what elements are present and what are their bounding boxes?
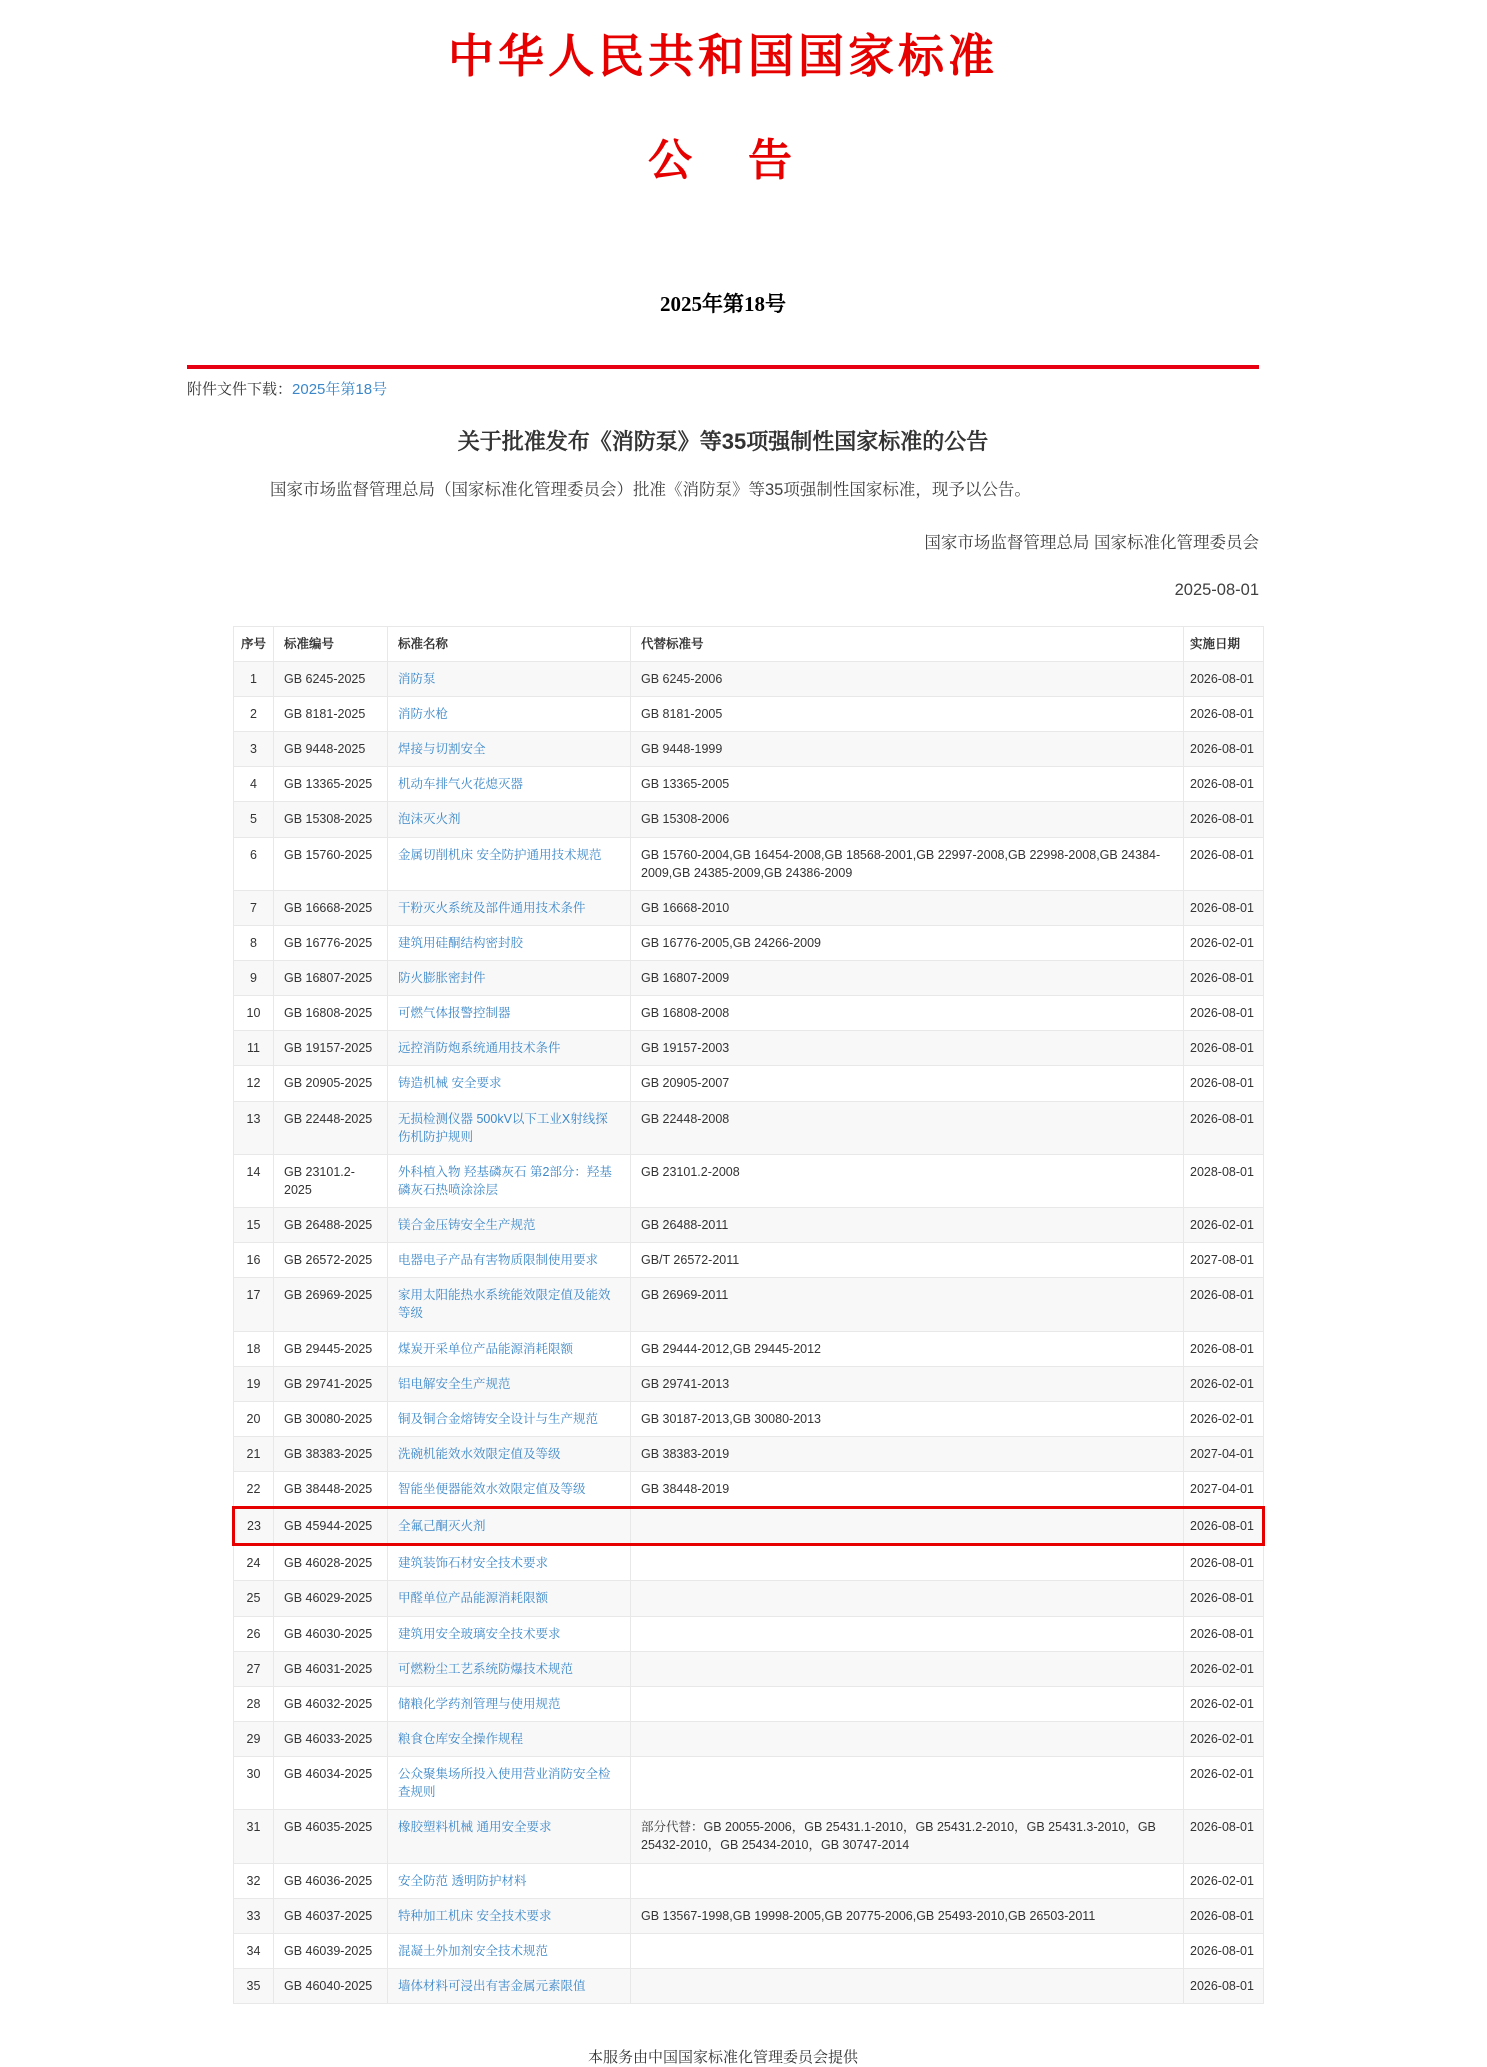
cell-replaced-standards: GB 16808-2008 [631, 996, 1184, 1031]
standard-name-link[interactable]: 远控消防炮系统通用技术条件 [398, 1041, 561, 1056]
cell-standard-name [388, 837, 631, 890]
standard-name-link[interactable]: 公众聚集场所投入使用营业消防安全检查规则 [398, 1767, 611, 1800]
cell-standard-name [388, 1366, 631, 1401]
cell-replaced-standards: GB 26488-2011 [631, 1208, 1184, 1243]
cell-implementation-date: 2026-08-01 [1184, 1066, 1264, 1101]
standards-table [232, 626, 1265, 2004]
cell-row-number: 21 [234, 1436, 274, 1471]
table-row [234, 1721, 1264, 1756]
cell-standard-code: GB 46037-2025 [274, 1898, 388, 1933]
standard-name-link[interactable]: 橡胶塑料机械 通用安全要求 [398, 1820, 552, 1835]
cell-standard-code: GB 29445-2025 [274, 1331, 388, 1366]
standard-name-link[interactable]: 储粮化学药剂管理与使用规范 [398, 1696, 561, 1711]
cell-standard-code: GB 46039-2025 [274, 1933, 388, 1968]
table-row [234, 1208, 1264, 1243]
cell-replaced-standards: GB 38383-2019 [631, 1436, 1184, 1471]
cell-implementation-date: 2026-08-01 [1184, 890, 1264, 925]
attachment-label: 附件文件下载： [187, 381, 293, 398]
cell-row-number: 14 [234, 1154, 274, 1207]
red-divider [187, 365, 1259, 369]
standard-name-link[interactable]: 镁合金压铸安全生产规范 [398, 1218, 536, 1232]
cell-standard-name [388, 1545, 631, 1581]
cell-row-number: 20 [234, 1401, 274, 1436]
cell-implementation-date: 2027-08-01 [1184, 1243, 1264, 1278]
cell-implementation-date: 2026-08-01 [1184, 1545, 1264, 1581]
cell-standard-name [388, 767, 631, 802]
cell-implementation-date: 2026-08-01 [1184, 961, 1264, 996]
cell-standard-name [388, 890, 631, 925]
cell-replaced-standards: GB 20905-2007 [631, 1066, 1184, 1101]
cell-replaced-standards: GB 30187-2013,GB 30080-2013 [631, 1401, 1184, 1436]
standard-name-link[interactable]: 防火膨胀密封件 [398, 971, 486, 985]
cell-implementation-date: 2026-08-01 [1184, 802, 1264, 837]
cell-replaced-standards: GB 29444-2012,GB 29445-2012 [631, 1331, 1184, 1366]
cell-replaced-standards: GB 8181-2005 [631, 697, 1184, 732]
table-row [234, 1331, 1264, 1366]
standard-name-link[interactable]: 机动车排气火花熄灭器 [398, 777, 524, 792]
cell-implementation-date: 2026-02-01 [1184, 1686, 1264, 1721]
cell-row-number: 6 [234, 837, 274, 890]
cell-row-number: 29 [234, 1721, 274, 1756]
cell-implementation-date: 2026-02-01 [1184, 1721, 1264, 1756]
standard-name-link[interactable]: 铝电解安全生产规范 [398, 1376, 511, 1391]
cell-standard-name [388, 1243, 631, 1278]
cell-standard-code: GB 9448-2025 [274, 732, 388, 767]
cell-standard-code: GB 46032-2025 [274, 1686, 388, 1721]
cell-implementation-date: 2026-02-01 [1184, 925, 1264, 960]
cell-row-number: 26 [234, 1616, 274, 1651]
table-row [234, 1508, 1264, 1545]
cell-standard-name [388, 1757, 631, 1810]
cell-row-number: 23 [234, 1508, 274, 1545]
cell-standard-name [388, 1278, 631, 1331]
cell-replaced-standards: GB/T 26572-2011 [631, 1243, 1184, 1278]
standard-name-link[interactable]: 铜及铜合金熔铸安全设计与生产规范 [398, 1411, 599, 1426]
cell-standard-name [388, 1863, 631, 1898]
standard-name-link[interactable]: 煤炭开采单位产品能源消耗限额 [398, 1341, 574, 1356]
cell-replaced-standards [631, 1651, 1184, 1686]
cell-row-number: 28 [234, 1686, 274, 1721]
cell-replaced-standards [631, 1616, 1184, 1651]
standard-name-link[interactable]: 家用太阳能热水系统能效限定值及能效等级 [398, 1288, 611, 1321]
column-header-replaces: 代替标准号 [631, 626, 1184, 661]
cell-implementation-date: 2026-08-01 [1184, 837, 1264, 890]
standard-name-link[interactable]: 消防水枪 [398, 707, 449, 721]
table-row [234, 1366, 1264, 1401]
table-row [234, 1154, 1264, 1207]
cell-standard-name [388, 802, 631, 837]
cell-implementation-date: 2026-08-01 [1184, 1278, 1264, 1331]
cell-standard-code: GB 20905-2025 [274, 1066, 388, 1101]
standard-name-link[interactable]: 建筑用硅酮结构密封胶 [398, 935, 524, 950]
cell-standard-name [388, 1508, 631, 1545]
cell-replaced-standards [631, 1581, 1184, 1616]
notice-title: 关于批准发布《消防泵》等35项强制性国家标准的公告 [457, 429, 989, 454]
cell-standard-name [388, 1101, 631, 1154]
column-header-no: 序号 [234, 626, 274, 661]
cell-standard-code: GB 16668-2025 [274, 890, 388, 925]
cell-row-number: 22 [234, 1472, 274, 1508]
cell-replaced-standards: 部分代替：GB 20055-2006，GB 25431.1-2010，GB 25431.2-2010，GB 25431.3-2010，GB 25432-2010，GB 25434-2010，GB 30747-2014 [631, 1810, 1184, 1863]
table-row [234, 1863, 1264, 1898]
cell-implementation-date: 2026-08-01 [1184, 1101, 1264, 1154]
attachment-download-link[interactable]: 2025年第18号 [292, 381, 388, 398]
standard-name-link[interactable]: 全氟己酮灭火剂 [398, 1519, 486, 1534]
page-subtitle: 公 告 [648, 136, 798, 185]
table-row [234, 1686, 1264, 1721]
cell-replaced-standards: GB 16776-2005,GB 24266-2009 [631, 925, 1184, 960]
cell-implementation-date: 2026-02-01 [1184, 1651, 1264, 1686]
cell-implementation-date: 2026-08-01 [1184, 1508, 1264, 1545]
cell-row-number: 2 [234, 697, 274, 732]
table-row [234, 961, 1264, 996]
cell-row-number: 25 [234, 1581, 274, 1616]
cell-replaced-standards: GB 6245-2006 [631, 661, 1184, 696]
cell-standard-code: GB 46031-2025 [274, 1651, 388, 1686]
cell-standard-code: GB 26572-2025 [274, 1243, 388, 1278]
cell-standard-name [388, 1686, 631, 1721]
table-row [234, 1898, 1264, 1933]
cell-replaced-standards: GB 16668-2010 [631, 890, 1184, 925]
cell-replaced-standards: GB 13365-2005 [631, 767, 1184, 802]
standard-name-link[interactable]: 可燃气体报警控制器 [398, 1006, 511, 1021]
standard-name-link[interactable]: 安全防范 透明防护材料 [398, 1873, 527, 1888]
cell-standard-code: GB 13365-2025 [274, 767, 388, 802]
standard-name-link[interactable]: 金属切削机床 安全防护通用技术规范 [398, 847, 602, 862]
table-row [234, 837, 1264, 890]
cell-implementation-date: 2026-02-01 [1184, 1366, 1264, 1401]
attachment-row [187, 378, 1259, 399]
cell-standard-name [388, 732, 631, 767]
cell-implementation-date: 2027-04-01 [1184, 1472, 1264, 1508]
cell-row-number: 4 [234, 767, 274, 802]
cell-row-number: 33 [234, 1898, 274, 1933]
cell-row-number: 5 [234, 802, 274, 837]
cell-row-number: 11 [234, 1031, 274, 1066]
table-row [234, 1757, 1264, 1810]
standard-name-link[interactable]: 建筑装饰石材安全技术要求 [398, 1556, 549, 1571]
cell-implementation-date: 2026-08-01 [1184, 697, 1264, 732]
standard-name-link[interactable]: 混凝土外加剂安全技术规范 [398, 1943, 549, 1958]
cell-standard-code: GB 46035-2025 [274, 1810, 388, 1863]
cell-row-number: 16 [234, 1243, 274, 1278]
table-row [234, 732, 1264, 767]
cell-standard-name [388, 1651, 631, 1686]
table-row [234, 1066, 1264, 1101]
table-row [234, 1278, 1264, 1331]
cell-row-number: 7 [234, 890, 274, 925]
cell-standard-name [388, 697, 631, 732]
standard-name-link[interactable]: 特种加工机床 安全技术要求 [398, 1908, 552, 1923]
cell-standard-name [388, 1472, 631, 1508]
cell-implementation-date: 2026-08-01 [1184, 1933, 1264, 1968]
cell-row-number: 32 [234, 1863, 274, 1898]
footer-text: 本服务由中国国家标准化管理委员会提供 [587, 2049, 858, 2066]
cell-implementation-date: 2026-08-01 [1184, 1898, 1264, 1933]
standard-name-link[interactable]: 建筑用安全玻璃安全技术要求 [398, 1626, 561, 1641]
cell-row-number: 35 [234, 1968, 274, 2003]
table-row [234, 1933, 1264, 1968]
standard-name-link[interactable]: 粮食仓库安全操作规程 [398, 1731, 524, 1746]
cell-implementation-date: 2026-08-01 [1184, 1616, 1264, 1651]
cell-implementation-date: 2026-08-01 [1184, 1331, 1264, 1366]
cell-replaced-standards: GB 38448-2019 [631, 1472, 1184, 1508]
cell-standard-code: GB 19157-2025 [274, 1031, 388, 1066]
standard-name-link[interactable]: 智能坐便器能效水效限定值及等级 [398, 1482, 586, 1496]
cell-replaced-standards [631, 1933, 1184, 1968]
cell-row-number: 9 [234, 961, 274, 996]
cell-standard-code: GB 26969-2025 [274, 1278, 388, 1331]
cell-standard-code: GB 45944-2025 [274, 1508, 388, 1545]
standard-name-link[interactable]: 洗碗机能效水效限定值及等级 [398, 1446, 561, 1461]
table-row [234, 1436, 1264, 1471]
cell-standard-code: GB 8181-2025 [274, 697, 388, 732]
standards-table-body [234, 661, 1264, 2003]
cell-replaced-standards [631, 1508, 1184, 1545]
cell-row-number: 1 [234, 661, 274, 696]
cell-row-number: 15 [234, 1208, 274, 1243]
cell-implementation-date: 2026-02-01 [1184, 1401, 1264, 1436]
cell-replaced-standards: GB 16807-2009 [631, 961, 1184, 996]
standard-name-link[interactable]: 外科植入物 羟基磷灰石 第2部分：羟基磷灰石热喷涂涂层 [398, 1164, 612, 1197]
cell-standard-code: GB 26488-2025 [274, 1208, 388, 1243]
cell-standard-name [388, 1968, 631, 2003]
cell-standard-code: GB 46033-2025 [274, 1721, 388, 1756]
cell-replaced-standards [631, 1968, 1184, 2003]
cell-implementation-date: 2026-02-01 [1184, 1863, 1264, 1898]
standard-name-link[interactable]: 无损检测仪器 500kV以下工业X射线探伤机防护规则 [398, 1111, 608, 1144]
table-row [234, 1616, 1264, 1651]
table-row [234, 1581, 1264, 1616]
column-header-code: 标准编号 [274, 626, 388, 661]
cell-standard-code: GB 15308-2025 [274, 802, 388, 837]
cell-standard-code: GB 23101.2-2025 [274, 1154, 388, 1207]
cell-standard-name [388, 1721, 631, 1756]
cell-standard-code: GB 16808-2025 [274, 996, 388, 1031]
table-row [234, 1101, 1264, 1154]
page-container [187, 0, 1259, 2067]
table-row [234, 890, 1264, 925]
cell-implementation-date: 2026-08-01 [1184, 767, 1264, 802]
column-header-date: 实施日期 [1184, 626, 1264, 661]
cell-implementation-date: 2026-08-01 [1184, 1810, 1264, 1863]
cell-standard-name [388, 996, 631, 1031]
cell-standard-code: GB 46040-2025 [274, 1968, 388, 2003]
cell-replaced-standards: GB 9448-1999 [631, 732, 1184, 767]
cell-standard-name [388, 1066, 631, 1101]
table-row [234, 1243, 1264, 1278]
cell-standard-code: GB 46036-2025 [274, 1863, 388, 1898]
standard-name-link[interactable]: 铸造机械 安全要求 [398, 1076, 502, 1091]
table-header-row [234, 626, 1264, 661]
cell-standard-name [388, 1401, 631, 1436]
cell-standard-code: GB 16776-2025 [274, 925, 388, 960]
standard-name-link[interactable]: 可燃粉尘工艺系统防爆技术规范 [398, 1661, 574, 1676]
cell-row-number: 24 [234, 1545, 274, 1581]
table-row [234, 1545, 1264, 1581]
cell-standard-code: GB 46034-2025 [274, 1757, 388, 1810]
cell-standard-name [388, 1810, 631, 1863]
table-row [234, 925, 1264, 960]
cell-standard-name [388, 1616, 631, 1651]
cell-replaced-standards [631, 1863, 1184, 1898]
cell-replaced-standards [631, 1545, 1184, 1581]
cell-implementation-date: 2026-08-01 [1184, 1581, 1264, 1616]
table-row [234, 697, 1264, 732]
cell-row-number: 30 [234, 1757, 274, 1810]
cell-replaced-standards [631, 1757, 1184, 1810]
cell-row-number: 8 [234, 925, 274, 960]
cell-implementation-date: 2026-08-01 [1184, 732, 1264, 767]
standard-name-link[interactable]: 甲醛单位产品能源消耗限额 [398, 1591, 549, 1606]
cell-row-number: 18 [234, 1331, 274, 1366]
table-row [234, 1651, 1264, 1686]
cell-standard-name [388, 1331, 631, 1366]
cell-replaced-standards: GB 23101.2-2008 [631, 1154, 1184, 1207]
cell-implementation-date: 2026-08-01 [1184, 1968, 1264, 2003]
cell-replaced-standards [631, 1721, 1184, 1756]
cell-standard-code: GB 46029-2025 [274, 1581, 388, 1616]
cell-row-number: 13 [234, 1101, 274, 1154]
cell-replaced-standards: GB 26969-2011 [631, 1278, 1184, 1331]
cell-row-number: 10 [234, 996, 274, 1031]
cell-standard-code: GB 15760-2025 [274, 837, 388, 890]
table-row [234, 767, 1264, 802]
cell-standard-name [388, 1581, 631, 1616]
table-row [234, 1472, 1264, 1508]
cell-standard-name [388, 661, 631, 696]
issuing-authority: 国家市场监督管理总局 国家标准化管理委员会 [924, 533, 1259, 552]
standard-name-link[interactable]: 消防泵 [398, 671, 436, 686]
cell-standard-name [388, 925, 631, 960]
cell-implementation-date: 2028-08-01 [1184, 1154, 1264, 1207]
cell-implementation-date: 2026-08-01 [1184, 996, 1264, 1031]
standard-name-link[interactable]: 焊接与切割安全 [398, 742, 486, 757]
cell-row-number: 34 [234, 1933, 274, 1968]
table-row [234, 661, 1264, 696]
cell-standard-code: GB 29741-2025 [274, 1366, 388, 1401]
cell-standard-code: GB 38383-2025 [274, 1436, 388, 1471]
cell-standard-code: GB 38448-2025 [274, 1472, 388, 1508]
cell-implementation-date: 2027-04-01 [1184, 1436, 1264, 1471]
cell-replaced-standards: GB 22448-2008 [631, 1101, 1184, 1154]
cell-standard-name [388, 961, 631, 996]
standard-name-link[interactable]: 干粉灭火系统及部件通用技术条件 [398, 900, 586, 915]
table-row [234, 802, 1264, 837]
cell-row-number: 3 [234, 732, 274, 767]
table-row [234, 1968, 1264, 2003]
issue-number: 2025年第18号 [660, 292, 786, 316]
cell-standard-code: GB 6245-2025 [274, 661, 388, 696]
cell-standard-code: GB 22448-2025 [274, 1101, 388, 1154]
cell-standard-name [388, 1154, 631, 1207]
cell-row-number: 31 [234, 1810, 274, 1863]
cell-replaced-standards: GB 15308-2006 [631, 802, 1184, 837]
cell-replaced-standards: GB 19157-2003 [631, 1031, 1184, 1066]
cell-standard-name [388, 1898, 631, 1933]
cell-standard-code: GB 46028-2025 [274, 1545, 388, 1581]
table-row [234, 1810, 1264, 1863]
cell-implementation-date: 2026-02-01 [1184, 1757, 1264, 1810]
standard-name-link[interactable]: 电器电子产品有害物质限制使用要求 [398, 1253, 599, 1268]
cell-replaced-standards: GB 29741-2013 [631, 1366, 1184, 1401]
cell-standard-code: GB 30080-2025 [274, 1401, 388, 1436]
cell-row-number: 17 [234, 1278, 274, 1331]
cell-row-number: 27 [234, 1651, 274, 1686]
cell-implementation-date: 2026-02-01 [1184, 1208, 1264, 1243]
page-title: 中华人民共和国国家标准 [448, 31, 998, 82]
publish-date: 2025-08-01 [1174, 580, 1259, 599]
cell-row-number: 19 [234, 1366, 274, 1401]
cell-standard-code: GB 16807-2025 [274, 961, 388, 996]
cell-standard-name [388, 1208, 631, 1243]
table-row [234, 1401, 1264, 1436]
cell-standard-code: GB 46030-2025 [274, 1616, 388, 1651]
cell-replaced-standards: GB 15760-2004,GB 16454-2008,GB 18568-2001,GB 22997-2008,GB 22998-2008,GB 24384-2009,GB 24385-2009,GB 24386-2009 [631, 837, 1184, 890]
notice-body: 国家市场监督管理总局（国家标准化管理委员会）批准《消防泵》等35项强制性国家标准，现予以公告。 [270, 481, 1031, 499]
standard-name-link[interactable]: 泡沫灭火剂 [398, 812, 461, 827]
cell-standard-name [388, 1436, 631, 1471]
cell-replaced-standards [631, 1686, 1184, 1721]
standard-name-link[interactable]: 墙体材料可浸出有害金属元素限值 [398, 1978, 586, 1993]
cell-row-number: 12 [234, 1066, 274, 1101]
cell-implementation-date: 2026-08-01 [1184, 661, 1264, 696]
cell-implementation-date: 2026-08-01 [1184, 1031, 1264, 1066]
cell-standard-name [388, 1933, 631, 1968]
table-row [234, 1031, 1264, 1066]
cell-replaced-standards: GB 13567-1998,GB 19998-2005,GB 20775-2006,GB 25493-2010,GB 26503-2011 [631, 1898, 1184, 1933]
column-header-name: 标准名称 [388, 626, 631, 661]
cell-standard-name [388, 1031, 631, 1066]
table-row [234, 996, 1264, 1031]
